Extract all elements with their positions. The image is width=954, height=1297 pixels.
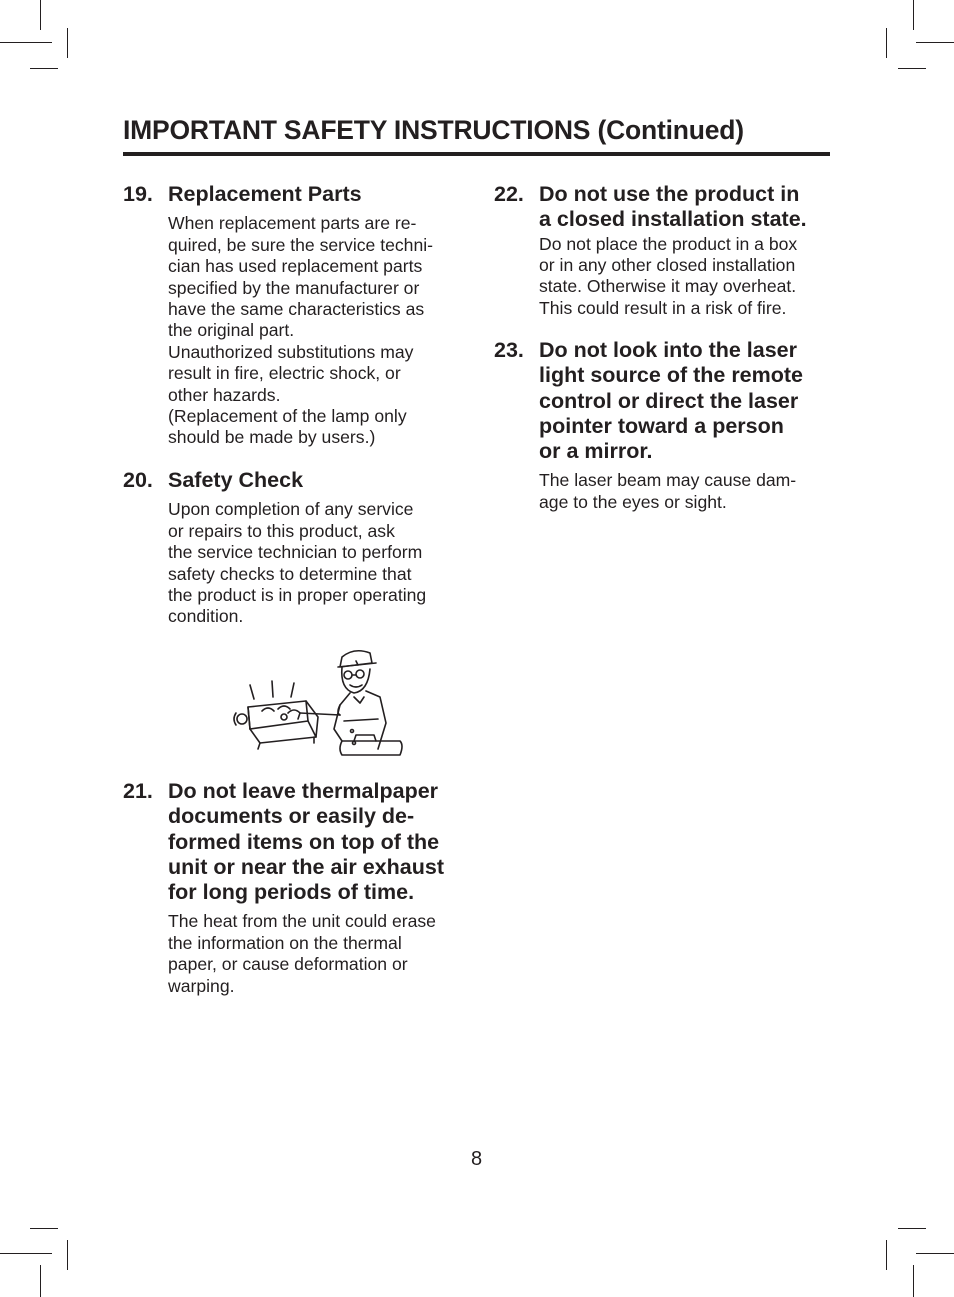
- body-line: The laser beam may cause dam-: [539, 470, 797, 491]
- body-line: the information on the thermal: [168, 932, 402, 953]
- page-number-text: 8: [471, 1148, 483, 1170]
- body-line: quired, be sure the service techni-: [168, 234, 434, 255]
- item-body: [168, 911, 483, 997]
- heading-line: control or direct the laser: [539, 388, 799, 413]
- crop-mark: [67, 28, 68, 58]
- body-line: Upon completion of any service: [168, 499, 414, 520]
- body-line: or repairs to this product, ask: [168, 520, 395, 541]
- crop-mark: [886, 28, 887, 58]
- crop-mark: [30, 68, 58, 69]
- item-body: [168, 213, 473, 448]
- heading-line: or a mirror.: [539, 439, 653, 464]
- crop-mark: [40, 0, 41, 30]
- body-line: Unauthorized substitutions may: [168, 341, 414, 362]
- body-line: warping.: [168, 975, 235, 996]
- item-body: [539, 234, 839, 320]
- body-line: should be made by users.): [168, 427, 376, 448]
- crop-mark: [913, 0, 914, 30]
- item-body: [539, 470, 839, 513]
- item-number: 21.: [123, 779, 153, 803]
- heading-line: Do not use the product in: [539, 182, 800, 206]
- body-line: specified by the manufacturer or: [168, 277, 420, 298]
- body-line: paper, or cause deformation or: [168, 954, 408, 975]
- body-line: result in fire, electric shock, or: [168, 363, 401, 384]
- body-line: safety checks to determine that: [168, 563, 412, 584]
- heading-line: documents or easily de-: [168, 804, 415, 829]
- crop-mark: [67, 1240, 68, 1270]
- heading-line: unit or near the air exhaust: [168, 854, 444, 879]
- body-line: condition.: [168, 606, 244, 627]
- body-line: This could result in a risk of fire.: [539, 297, 787, 318]
- service-technician-illustration: [228, 645, 408, 761]
- body-line: other hazards.: [168, 384, 281, 405]
- body-line: or in any other closed installation: [539, 255, 796, 275]
- heading-line: light source of the remote: [539, 363, 804, 388]
- body-line: state. Otherwise it may overheat.: [539, 276, 797, 297]
- crop-mark: [886, 1240, 887, 1270]
- crop-mark: [0, 42, 52, 43]
- crop-mark: [898, 1228, 926, 1229]
- item-number: 20.: [123, 468, 153, 492]
- body-line: cian has used replacement parts: [168, 256, 423, 277]
- body-line: When replacement parts are re-: [168, 213, 417, 234]
- body-line: the original part.: [168, 320, 295, 341]
- item-heading: [168, 779, 483, 905]
- instruction-item-21: [123, 779, 483, 997]
- item-number: 19.: [123, 182, 153, 206]
- heading-line: pointer toward a person: [539, 413, 784, 438]
- instruction-item-22: [494, 182, 839, 319]
- item-heading: [168, 182, 473, 207]
- item-heading: [168, 468, 473, 493]
- instruction-item-20: [123, 468, 473, 628]
- heading-line: Replacement Parts: [168, 182, 362, 206]
- instruction-item-19: [123, 182, 473, 449]
- item-heading: [539, 182, 839, 233]
- crop-mark: [30, 1228, 58, 1229]
- body-line: the service technician to perform: [168, 542, 423, 563]
- crop-mark: [913, 1265, 914, 1297]
- heading-line: Safety Check: [168, 468, 304, 492]
- item-number: 22.: [494, 182, 524, 206]
- item-number: 23.: [494, 338, 524, 362]
- heading-line: for long periods of time.: [168, 880, 415, 905]
- crop-mark: [916, 42, 954, 43]
- crop-mark: [916, 1253, 954, 1254]
- item-heading: [539, 338, 839, 464]
- title-rule: [123, 152, 830, 156]
- crop-mark: [898, 68, 926, 69]
- page-title: IMPORTANT SAFETY INSTRUCTIONS (Continued): [123, 115, 744, 145]
- instruction-item-23: [494, 338, 839, 513]
- body-line: The heat from the unit could erase: [168, 911, 436, 932]
- body-line: have the same characteristics as: [168, 298, 425, 319]
- body-line: (Replacement of the lamp only: [168, 405, 407, 426]
- heading-line: Do not leave thermalpaper: [168, 779, 439, 803]
- item-body: [168, 499, 473, 627]
- body-line: the product is in proper operating: [168, 584, 427, 605]
- heading-line: a closed installation state.: [539, 207, 807, 232]
- heading-line: formed items on top of the: [168, 829, 440, 854]
- crop-mark: [40, 1265, 41, 1297]
- heading-line: Do not look into the laser: [539, 338, 798, 362]
- crop-mark: [0, 1253, 52, 1254]
- body-line: age to the eyes or sight.: [539, 491, 727, 512]
- body-line: Do not place the product in a box: [539, 233, 798, 254]
